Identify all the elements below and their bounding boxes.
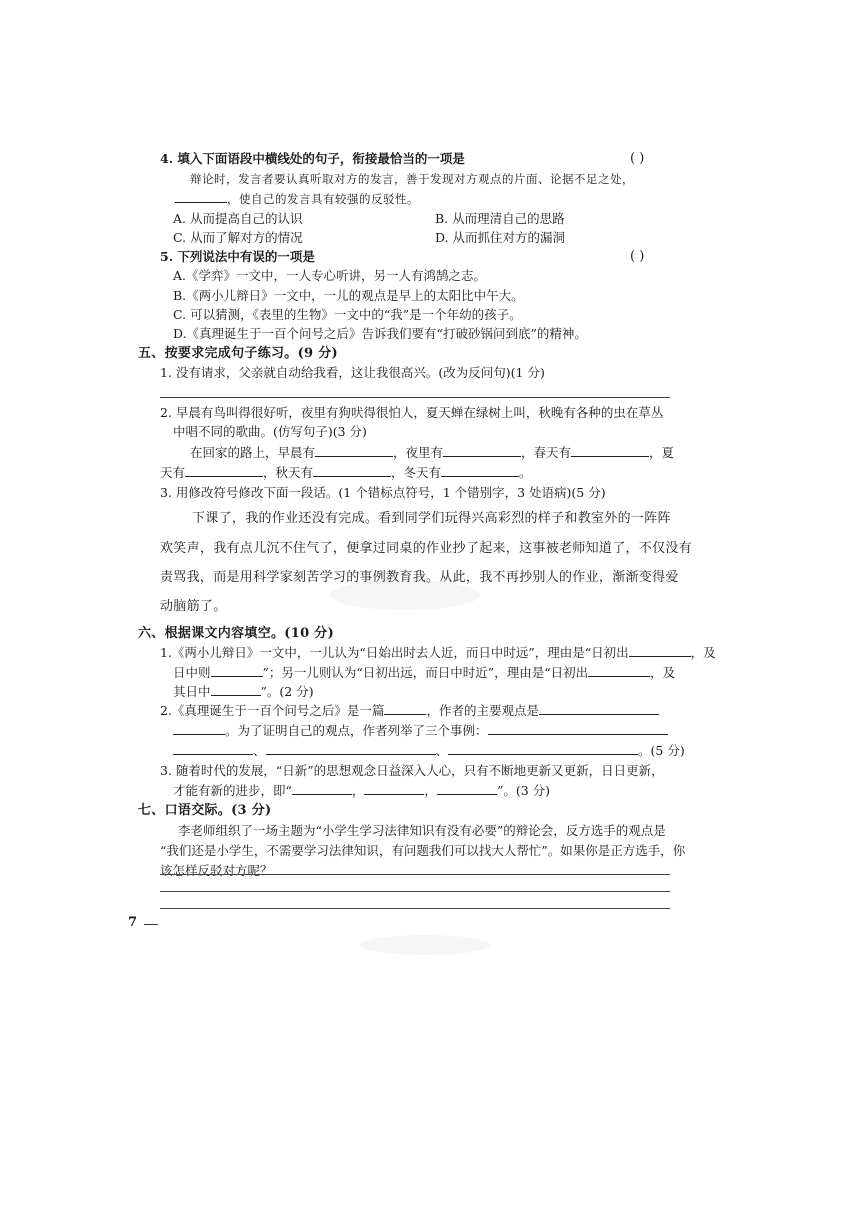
- sec5-q1: 1. 没有请求，父亲就自动给我看，这让我很高兴。(改为反问句)(1 分): [160, 365, 545, 380]
- q4-option-c[interactable]: C. 从而了解对方的情况: [173, 230, 303, 245]
- q5-answer-paren[interactable]: ( ): [630, 249, 645, 264]
- fill-blank[interactable]: [437, 782, 497, 795]
- q4-option-b[interactable]: B. 从而理清自己的思路: [435, 211, 565, 226]
- q5-option-d[interactable]: D.《真理诞生于一百个问号之后》告诉我们要有“打破砂锅问到底”的精神。: [173, 326, 587, 341]
- fill-blank[interactable]: [441, 464, 519, 477]
- section5-title: 五、按要求完成句子练习。(9 分): [138, 346, 338, 361]
- fill-blank[interactable]: [571, 444, 649, 457]
- sec6-q2-line3: 、 、 。(5 分): [173, 742, 685, 760]
- q4-blank[interactable]: [175, 190, 227, 203]
- page-number-dash: [144, 924, 158, 925]
- fill-blank[interactable]: [588, 664, 650, 677]
- q4-answer-paren[interactable]: ( ): [630, 151, 645, 166]
- q4-option-a[interactable]: A. 从而提高自己的认识: [173, 211, 303, 226]
- fill-blank[interactable]: [629, 644, 691, 657]
- q4-passage-line1: 辩论时，发言者要认真听取对方的发言，善于发现对方观点的片面、论据不足之处，: [190, 172, 634, 186]
- sec6-q1-line1: 1.《两小儿辩日》一文中，一儿认为“日始出时去人近，而日中时远”，理由是“日初出 ，及: [160, 645, 716, 660]
- fill-blank[interactable]: [384, 702, 426, 715]
- sec5-para-line4: 动脑筋了。: [160, 599, 227, 614]
- fill-blank[interactable]: [185, 464, 263, 477]
- sec5-q2-fill-line1: 在回家的路上，早晨有 ，夜里有 ，春天有 ，夏: [190, 445, 675, 460]
- sec5-q1-answer-line[interactable]: [160, 397, 670, 398]
- fill-blank[interactable]: [488, 722, 668, 735]
- q4-passage-line2: ，使自己的发言具有较强的反驳性。: [175, 190, 419, 208]
- sec5-q3: 3. 用修改符号修改下面一段话。(1 个错标点符号，1 个错别字，3 处语病)(5 分): [160, 485, 606, 500]
- fill-blank[interactable]: [211, 683, 261, 696]
- sec5-q2-line2: 中唱不同的歌曲。(仿写句子)(3 分): [173, 424, 367, 439]
- page-number: 7: [128, 915, 138, 930]
- section7-title: 七、口语交际。(3 分): [138, 803, 272, 818]
- section6-title: 六、根据课文内容填空。(10 分): [138, 626, 335, 641]
- sec6-q2-line1: 2.《真理诞生于一百个问号之后》是一篇 ，作者的主要观点是: [160, 702, 659, 720]
- sec6-q3-line2: 才能有新的进步，即“ ， ， ”。(3 分): [173, 783, 551, 798]
- fill-blank[interactable]: [173, 742, 253, 755]
- fill-blank[interactable]: [539, 702, 659, 715]
- sec7-para-line2: “我们还是小学生，不需要学习法律知识，有问题我们可以找大人帮忙”。如果你是正方选手，你: [160, 843, 686, 858]
- sec5-q2-line1: 2. 早晨有鸟叫得很好听，夜里有狗吠得很怕人，夏天蝉在绿树上叫，秋晚有各种的虫在草丛: [160, 405, 664, 420]
- q4-stem: 4. 填入下面语段中横线处的句子，衔接最恰当的一项是: [160, 151, 465, 166]
- sec6-q1-line3: 其日中 ”。(2 分): [173, 684, 314, 699]
- fill-blank[interactable]: [173, 722, 225, 735]
- q5-stem: 5. 下列说法中有误的一项是: [160, 249, 315, 264]
- fill-blank[interactable]: [443, 444, 521, 457]
- sec5-q2-fill-line2: 天有 ，秋天有 ，冬天有 。: [160, 465, 532, 480]
- sec6-q1-line2: 日中则 ”；另一儿则认为“日初出远，而日中时近”，理由是“日初出 ，及: [173, 665, 676, 680]
- fill-blank[interactable]: [211, 664, 263, 677]
- sec7-answer-line-2[interactable]: [160, 891, 670, 892]
- scan-smudge: [360, 935, 490, 955]
- q5-option-c[interactable]: C. 可以猜测，《表里的生物》一文中的“我”是一个年幼的孩子。: [173, 307, 522, 322]
- fill-blank[interactable]: [364, 782, 424, 795]
- sec5-para-line1: 下课了，我的作业还没有完成。看到同学们玩得兴高彩烈的样子和教室外的一阵阵: [192, 511, 671, 526]
- sec7-answer-line-3[interactable]: [160, 908, 670, 909]
- sec5-para-line3: 责骂我，而是用科学家刻苦学习的事例教育我。从此，我不再抄别人的作业，渐渐变得爱: [160, 570, 679, 585]
- q5-option-b[interactable]: B.《两小儿辩日》一文中，一儿的观点是早上的太阳比中午大。: [173, 288, 524, 303]
- fill-blank[interactable]: [313, 464, 391, 477]
- sec7-answer-line-1[interactable]: [160, 874, 670, 875]
- sec7-para-line1: 李老师组织了一场主题为“小学生学习法律知识有没有必要”的辩论会，反方选手的观点是: [178, 823, 666, 838]
- fill-blank[interactable]: [266, 742, 436, 755]
- fill-blank[interactable]: [448, 742, 638, 755]
- fill-blank[interactable]: [292, 782, 352, 795]
- q5-option-a[interactable]: A.《学弈》一文中，一人专心听讲，另一人有鸿鹄之志。: [173, 268, 487, 283]
- sec5-para-line2: 欢笑声，我有点儿沉不住气了，便拿过同桌的作业抄了起来，这事被老师知道了，不仅没有: [160, 541, 693, 556]
- sec6-q2-line2: 。为了证明自己的观点，作者列举了三个事例：: [173, 722, 668, 740]
- sec7-para-line3: 该怎样反驳对方呢？: [160, 863, 273, 878]
- q4-option-d[interactable]: D. 从而抓住对方的漏洞: [435, 230, 566, 245]
- sec6-q3-line1: 3. 随着时代的发展，“日新”的思想观念日益深入人心，只有不断地更新又更新，日日更新，: [160, 763, 664, 778]
- fill-blank[interactable]: [315, 444, 393, 457]
